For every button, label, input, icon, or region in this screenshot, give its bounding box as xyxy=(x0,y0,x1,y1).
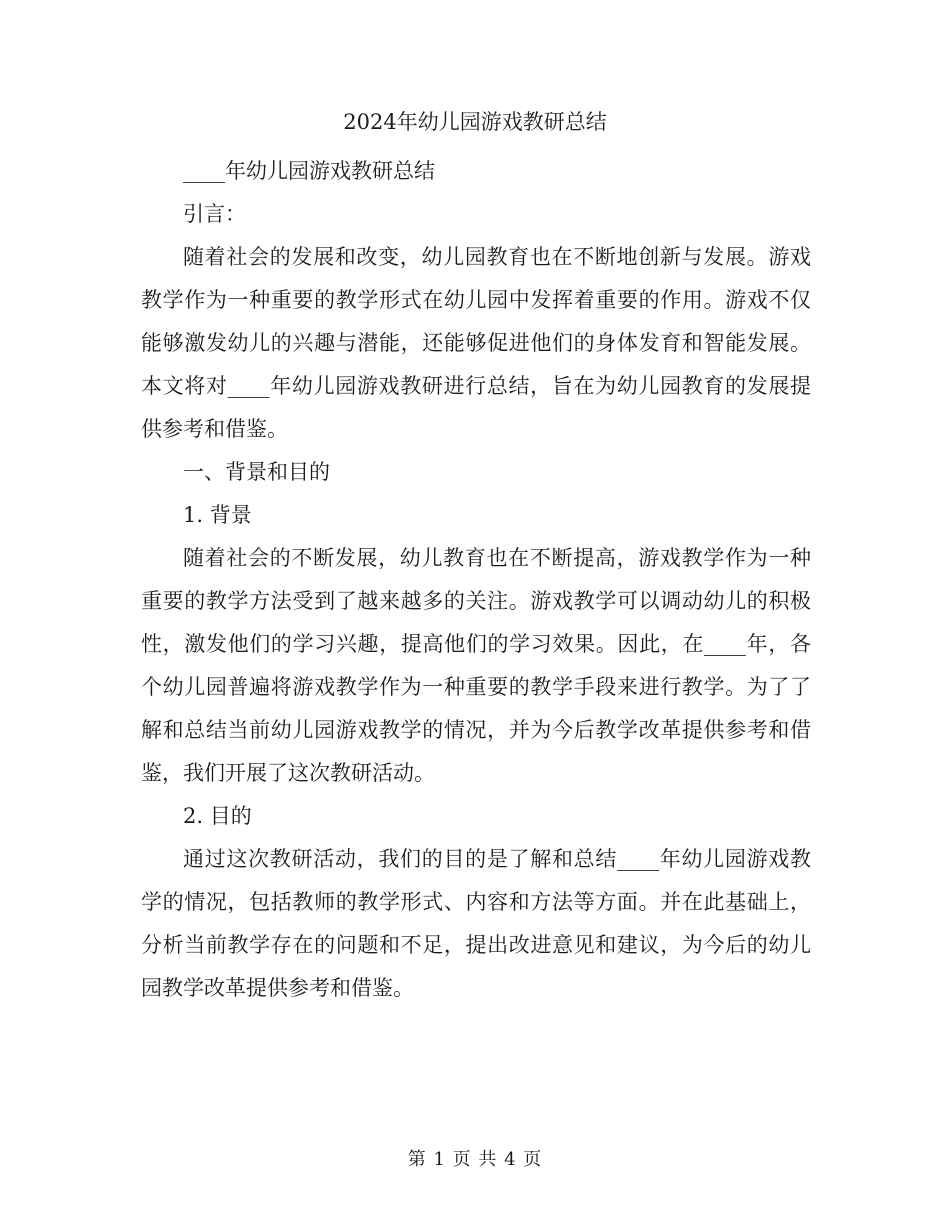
background-paragraph: 随着社会的不断发展，幼儿教育也在不断提高，游戏教学作为一种重要的教学方法受到了越来越多的关注。游戏教学可以调动幼儿的积极性，激发他们的学习兴趣，提高他们的学习效果。因此，在____年，各个幼儿园普遍将游戏教学作为一种重要的教学手段来进行教学。为了了解和总结当前幼儿园游戏教学的情况，并为今后教学改革提供参考和借鉴，我们开展了这次教研活动。 xyxy=(141,546,811,785)
page-footer: 第 1 页 共 4 页 xyxy=(407,1149,543,1170)
intro-paragraph: 随着社会的发展和改变，幼儿园教育也在不断地创新与发展。游戏教学作为一种重要的教学形式在幼儿园中发挥着重要的作用。游戏不仅能够激发幼儿的兴趣与潜能，还能够促进他们的身体发育和智能发展。本文将对____年幼儿园游戏教研进行总结，旨在为幼儿园教育的发展提供参考和借鉴。 xyxy=(141,245,811,441)
subsection-heading-background: 1. 背景 xyxy=(183,503,252,527)
document-body xyxy=(141,150,811,1010)
section-heading-background-purpose: 一、背景和目的 xyxy=(183,460,330,484)
intro-heading: 引言： xyxy=(183,202,246,226)
subtitle-paragraph: ____年幼儿园游戏教研总结 xyxy=(183,159,435,183)
purpose-paragraph: 通过这次教研活动，我们的目的是了解和总结____年幼儿园游戏教学的情况，包括教师的教学形式、内容和方法等方面。并在此基础上，分析当前教学存在的问题和不足，提出改进意见和建议，为今后的幼儿园教学改革提供参考和借鉴。 xyxy=(141,847,811,1000)
subsection-heading-purpose: 2. 目的 xyxy=(183,804,252,828)
document-title: 2024年幼儿园游戏教研总结 xyxy=(343,110,607,134)
